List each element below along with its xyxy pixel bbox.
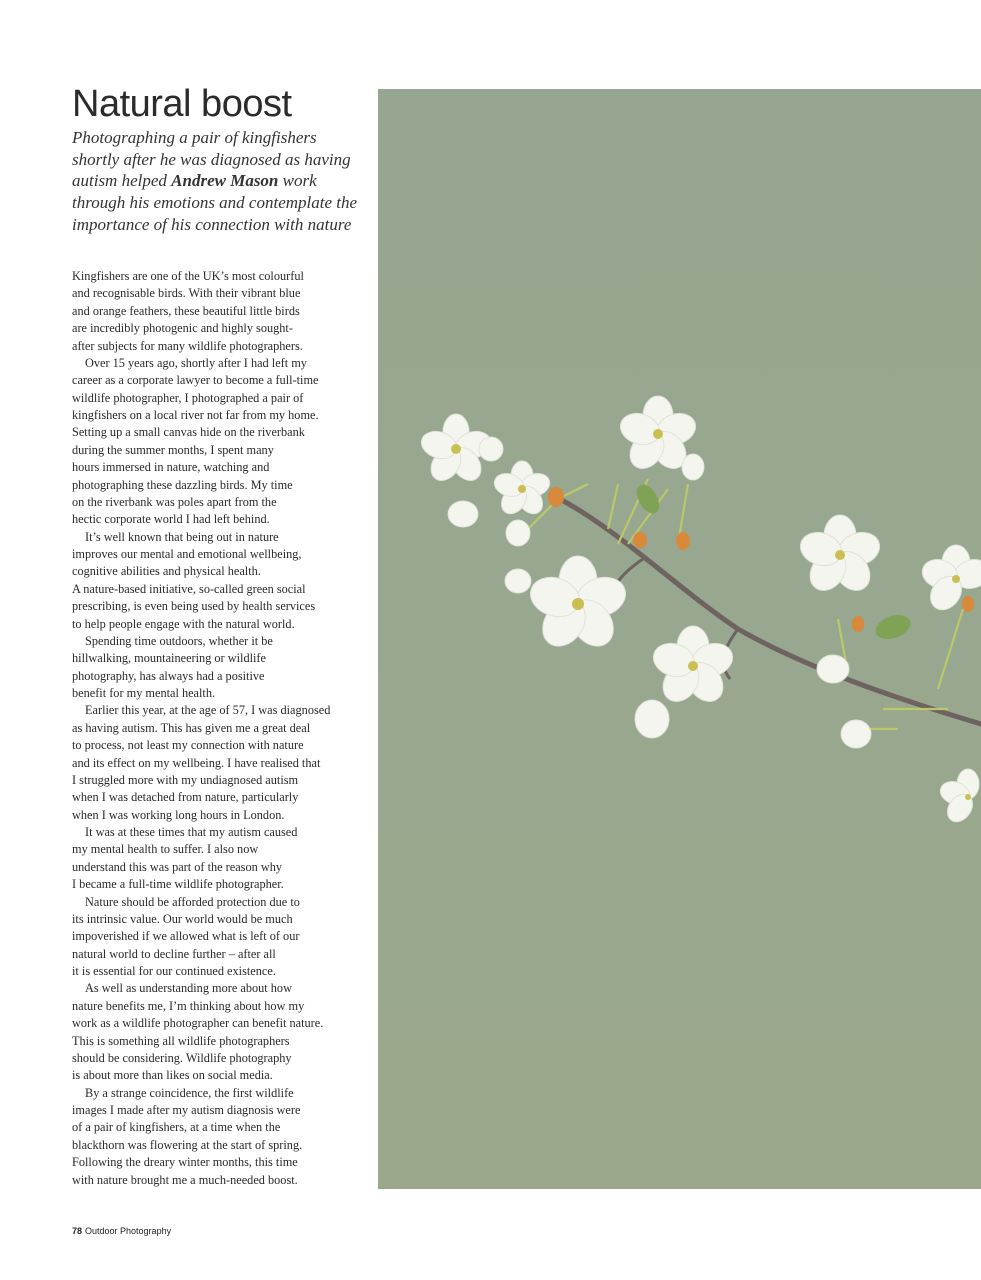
body-line: work as a wildlife photographer can benefit nature. bbox=[72, 1016, 324, 1031]
branch bbox=[556, 497, 981, 724]
body-line: I struggled more with my undiagnosed autism bbox=[72, 772, 299, 787]
body-line: It was at these times that my autism caused bbox=[85, 825, 298, 839]
body-line: and recognisable birds. With their vibrant blue bbox=[72, 286, 301, 301]
body-line: This is something all wildlife photographers bbox=[72, 1033, 290, 1048]
body-line: when I was working long hours in London. bbox=[72, 807, 285, 822]
standfirst bbox=[72, 127, 362, 236]
body-line: kingfishers on a local river not far from my home. bbox=[72, 408, 319, 422]
body-line: Over 15 years ago, shortly after I had left my bbox=[85, 355, 307, 370]
body-line: hectic corporate world I had left behind. bbox=[72, 512, 270, 527]
body-line: benefit for my mental health. bbox=[72, 686, 216, 700]
body-line: my mental health to suffer. I also now bbox=[72, 842, 259, 857]
body-line: cognitive abilities and physical health. bbox=[72, 564, 261, 579]
body-line: photographing these dazzling birds. My time bbox=[72, 477, 293, 492]
body-line: As well as understanding more about how bbox=[85, 981, 292, 996]
body-line: it is essential for our continued existence. bbox=[72, 964, 276, 978]
body-line: on the riverbank was poles apart from the bbox=[72, 494, 277, 509]
body-line: with nature brought me a much-needed boost. bbox=[72, 1172, 298, 1187]
author-name: Andrew Mason bbox=[171, 171, 279, 191]
body-line: career as a corporate lawyer to become a full-time bbox=[72, 373, 319, 388]
body-line: to process, not least my connection with nature bbox=[72, 738, 304, 753]
body-line: Following the dreary winter months, this time bbox=[72, 1155, 298, 1170]
body-line: and orange feathers, these beautiful little birds bbox=[72, 303, 300, 318]
body-line: and its effect on my wellbeing. I have realised that bbox=[72, 755, 321, 770]
body-line: is about more than likes on social media. bbox=[72, 1068, 273, 1083]
body-line: improves our mental and emotional wellbeing, bbox=[72, 547, 302, 561]
body-line: photography, has always had a positive bbox=[72, 668, 265, 683]
body-line: after subjects for many wildlife photographers. bbox=[72, 338, 303, 353]
body-line: natural world to decline further – after all bbox=[72, 946, 276, 961]
body-line: should be considering. Wildlife photography bbox=[72, 1050, 292, 1065]
body-line: to help people engage with the natural world. bbox=[72, 616, 295, 631]
body-line: are incredibly photogenic and highly sought- bbox=[72, 321, 293, 336]
body-line: A nature-based initiative, so-called green social bbox=[72, 581, 306, 596]
body-line: hours immersed in nature, watching and bbox=[72, 460, 270, 475]
body-line: understand this was part of the reason why bbox=[72, 859, 283, 874]
body-line: Nature should be afforded protection due to bbox=[85, 894, 300, 909]
body-line: Spending time outdoors, whether it be bbox=[85, 633, 273, 648]
body-line: when I was detached from nature, particularly bbox=[72, 790, 299, 805]
page-number: 78 bbox=[72, 1226, 83, 1236]
body-line: Earlier this year, at the age of 57, I was diagnosed bbox=[85, 703, 331, 718]
body-line: impoverished if we allowed what is left of our bbox=[72, 929, 300, 944]
body-line: prescribing, is even being used by health services bbox=[72, 599, 316, 614]
body-line: By a strange coincidence, the first wildlife bbox=[85, 1085, 294, 1100]
body-line: wildlife photographer, I photographed a pair of bbox=[72, 390, 304, 405]
body-line: hillwalking, mountaineering or wildlife bbox=[72, 651, 266, 666]
body-line: I became a full-time wildlife photographer. bbox=[72, 877, 284, 892]
standfirst-text-end: work through his emotions and contemplate the importance of his connection with nature bbox=[72, 171, 358, 234]
body-line: images I made after my autism diagnosis were bbox=[72, 1103, 301, 1117]
publication-name: Outdoor Photography bbox=[85, 1226, 172, 1236]
body-line: blackthorn was flowering at the start of spring. bbox=[72, 1137, 303, 1152]
article-title: Natural boost bbox=[72, 83, 292, 125]
body-line: its intrinsic value. Our world would be much bbox=[72, 911, 293, 926]
body-line: It’s well known that being out in nature bbox=[85, 529, 279, 544]
body-line: as having autism. This has given me a great deal bbox=[72, 720, 311, 735]
body-line: of a pair of kingfishers, at a time when the bbox=[72, 1120, 281, 1135]
body-line: during the summer months, I spent many bbox=[72, 442, 274, 457]
standfirst-text: Photographing a pair of kingfishers shortly after he was diagnosed as having autism helped bbox=[72, 128, 351, 191]
article-body bbox=[72, 268, 364, 1189]
blossom-photo bbox=[378, 89, 981, 1189]
body-line: Setting up a small canvas hide on the riverbank bbox=[72, 425, 305, 440]
page-footer bbox=[72, 1226, 171, 1236]
body-line: Kingfishers are one of the UK’s most colourful bbox=[72, 269, 304, 283]
body-line: nature benefits me, I’m thinking about how my bbox=[72, 998, 305, 1013]
